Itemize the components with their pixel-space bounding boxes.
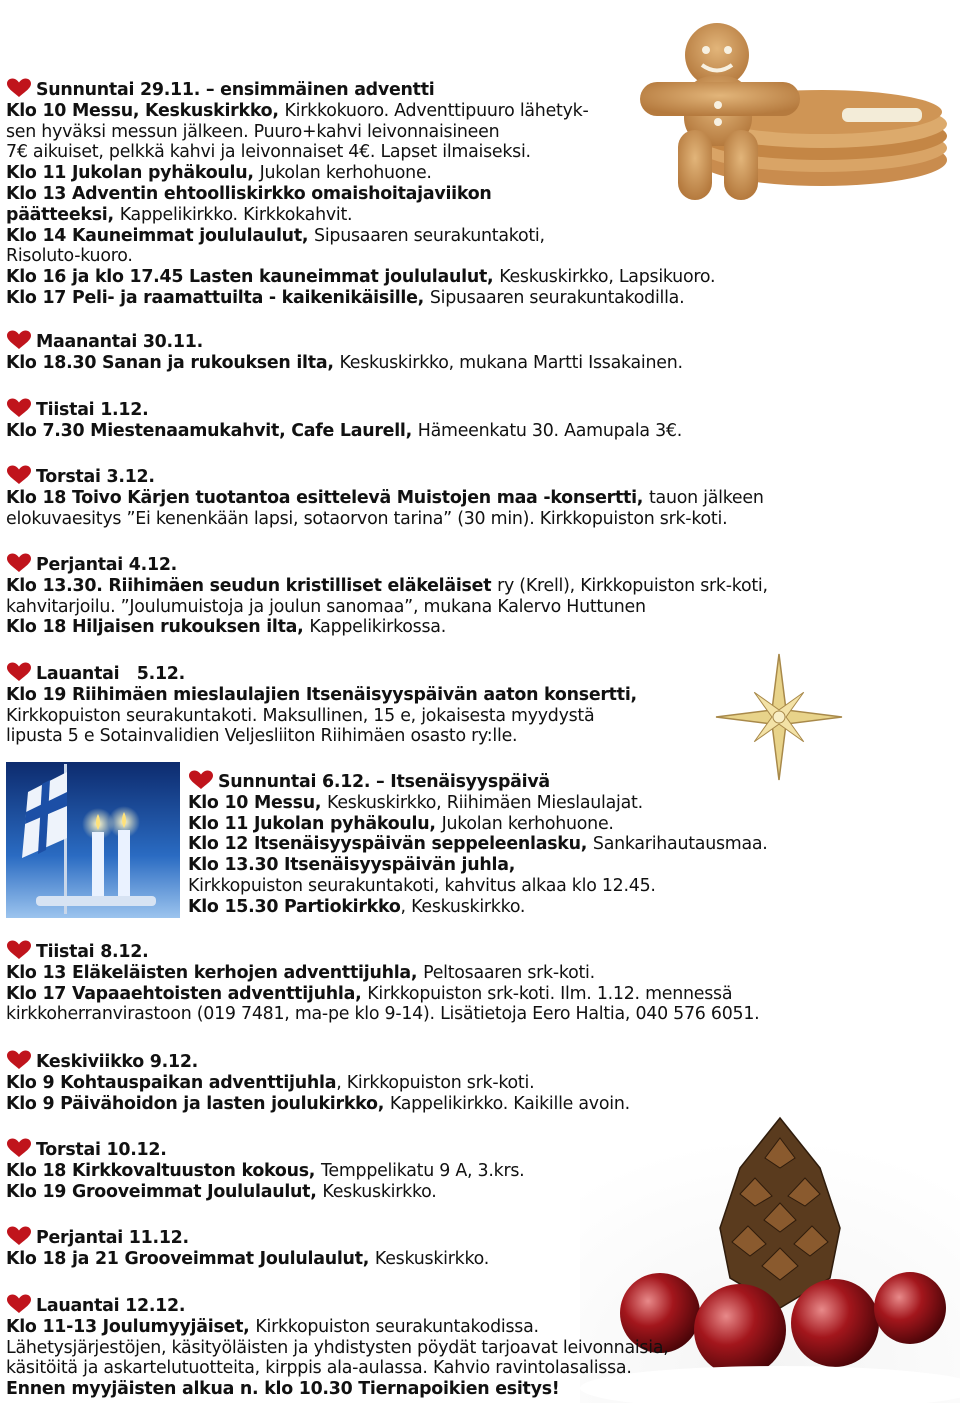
event-line: Klo 13 Eläkeläisten kerhojen adventtijuhla, Peltosaaren srk-koti. bbox=[6, 962, 595, 983]
heart-icon bbox=[6, 78, 32, 98]
event-day-block bbox=[6, 330, 683, 374]
heart-icon bbox=[6, 1226, 32, 1246]
event-line: 7€ aikuiset, pelkkä kahvi ja leivonnaiset 4€. Lapset ilmaiseksi. bbox=[6, 142, 531, 163]
event-line: Kirkkopuiston seurakuntakoti. Maksullinen, 15 e, jokaisesta myydystä bbox=[6, 705, 595, 726]
event-line: Klo 7.30 Miestenaamukahvit, Cafe Laurell, Hämeenkatu 30. Aamupala 3€. bbox=[6, 420, 683, 441]
event-line: Klo 13.30. Riihimäen seudun kristilliset eläkeläiset ry (Krell), Kirkkopuiston srk-koti, bbox=[6, 575, 768, 596]
heart-icon bbox=[6, 1294, 32, 1314]
heart-icon bbox=[188, 770, 214, 790]
event-line: Lähetysjärjestöjen, käsityöläisten ja yhdistysten pöydät tarjoavat leivonnaisia, bbox=[6, 1337, 669, 1358]
day-heading: Sunnuntai 6.12. – Itsenäisyyspäivä bbox=[188, 770, 768, 793]
event-day-block bbox=[6, 940, 759, 1025]
event-line: elokuvaesitys ”Ei kenenkään lapsi, sotaorvon tarina” (30 min). Kirkkopuiston srk-koti. bbox=[6, 508, 728, 529]
event-line: Klo 12 Itsenäisyyspäivän seppeleenlasku, Sankarihautausmaa. bbox=[188, 834, 768, 855]
event-line: Klo 18.30 Sanan ja rukouksen ilta, Keskuskirkko, mukana Martti Issakainen. bbox=[6, 352, 683, 373]
heart-icon bbox=[6, 1050, 32, 1070]
star-ornament-image bbox=[714, 652, 844, 782]
heart-icon bbox=[6, 940, 32, 960]
event-day-block bbox=[188, 770, 768, 918]
event-line: käsitöitä ja askartelutuotteita, kirppis ala-aulassa. Kahvio ravintolasalissa. bbox=[6, 1358, 632, 1379]
event-line: Klo 19 Riihimäen mieslaulajien Itsenäisyyspäivän aaton konsertti, bbox=[6, 684, 637, 705]
event-line: Klo 18 Hiljaisen rukouksen ilta, Kappelikirkossa. bbox=[6, 617, 446, 638]
day-heading: Sunnuntai 29.11. – ensimmäinen adventti bbox=[6, 78, 715, 101]
event-line: lipusta 5 e Sotainvalidien Veljesliiton Riihimäen osasto ry:lle. bbox=[6, 726, 518, 747]
day-heading: Tiistai 1.12. bbox=[6, 398, 682, 421]
heart-icon bbox=[6, 398, 32, 418]
event-day-block bbox=[6, 662, 637, 747]
event-line: Klo 14 Kauneimmat joululaulut, Sipusaaren seurakuntakoti, bbox=[6, 225, 545, 246]
event-line: päätteeksi, Kappelikirkko. Kirkkokahvit. bbox=[6, 204, 353, 225]
event-line: Klo 16 ja klo 17.45 Lasten kauneimmat joululaulut, Keskuskirkko, Lapsikuoro. bbox=[6, 267, 716, 288]
event-line: Klo 17 Vapaaehtoisten adventtijuhla, Kirkkopuiston srk-koti. Ilm. 1.12. mennessä bbox=[6, 983, 733, 1004]
event-day-block bbox=[6, 398, 682, 442]
event-line: kirkkoherranvirastoon (019 7481, ma-pe klo 9-14). Lisätietoja Eero Haltia, 040 576 6051. bbox=[6, 1004, 760, 1025]
heart-icon bbox=[6, 662, 32, 682]
event-line: Klo 19 Grooveimmat Joululaulut, Keskuskirkko. bbox=[6, 1181, 437, 1202]
event-day-block bbox=[6, 1294, 669, 1400]
day-heading: Tiistai 8.12. bbox=[6, 940, 759, 963]
event-line: Klo 18 Toivo Kärjen tuotantoa esittelevä Muistojen maa -konsertti, tauon jälkeen bbox=[6, 487, 764, 508]
event-line: Klo 13.30 Itsenäisyyspäivän juhla, bbox=[188, 855, 516, 876]
event-day-block bbox=[6, 553, 768, 638]
heart-icon bbox=[6, 1138, 32, 1158]
event-line: Klo 11 Jukolan pyhäkoulu, Jukolan kerhohuone. bbox=[6, 163, 432, 184]
day-heading: Torstai 10.12. bbox=[6, 1138, 524, 1161]
event-line: Kirkkopuiston seurakuntakoti, kahvitus alkaa klo 12.45. bbox=[188, 875, 656, 896]
event-line: Klo 9 Päivähoidon ja lasten joulukirkko, Kappelikirkko. Kaikille avoin. bbox=[6, 1093, 630, 1114]
event-line: sen hyväksi messun jälkeen. Puuro+kahvi leivonnaisineen bbox=[6, 121, 500, 142]
heart-icon bbox=[6, 553, 32, 573]
day-heading: Maanantai 30.11. bbox=[6, 330, 683, 353]
day-heading: Lauantai 12.12. bbox=[6, 1294, 669, 1317]
event-day-block bbox=[6, 78, 715, 309]
event-day-block bbox=[6, 1226, 489, 1270]
event-line: Klo 11 Jukolan pyhäkoulu, Jukolan kerhohuone. bbox=[188, 813, 614, 834]
event-line: Klo 10 Messu, Keskuskirkko, Kirkkokuoro. Adventtipuuro lähetyk- bbox=[6, 100, 589, 121]
event-day-block bbox=[6, 1050, 630, 1114]
event-line: kahvitarjoilu. ”Joulumuistoja ja joulun sanomaa”, mukana Kalervo Huttunen bbox=[6, 596, 646, 617]
event-line: Klo 18 ja 21 Grooveimmat Joululaulut, Keskuskirkko. bbox=[6, 1248, 490, 1269]
heart-icon bbox=[6, 330, 32, 350]
event-line: Klo 13 Adventin ehtoolliskirkko omaishoitajaviikon bbox=[6, 183, 492, 204]
event-line: Klo 17 Peli- ja raamattuilta - kaikenikäisille, Sipusaaren seurakuntakodilla. bbox=[6, 287, 685, 308]
day-heading: Torstai 3.12. bbox=[6, 465, 764, 488]
event-line: Klo 18 Kirkkovaltuuston kokous, Temppelikatu 9 A, 3.krs. bbox=[6, 1160, 525, 1181]
day-heading: Perjantai 4.12. bbox=[6, 553, 768, 576]
day-heading: Perjantai 11.12. bbox=[6, 1226, 489, 1249]
candles-and-flag-image bbox=[6, 762, 180, 918]
event-line: Klo 9 Kohtauspaikan adventtijuhla, Kirkkopuiston srk-koti. bbox=[6, 1072, 535, 1093]
day-heading: Keskiviikko 9.12. bbox=[6, 1050, 630, 1073]
heart-icon bbox=[6, 465, 32, 485]
day-heading: Lauantai 5.12. bbox=[6, 662, 637, 685]
event-line: Risoluto-kuoro. bbox=[6, 246, 133, 267]
event-line: Ennen myyjäisten alkua n. klo 10.30 Tiernapoikien esitys! bbox=[6, 1379, 560, 1400]
event-line: Klo 10 Messu, Keskuskirkko, Riihimäen Mieslaulajat. bbox=[188, 792, 643, 813]
event-day-block bbox=[6, 465, 764, 529]
event-line: Klo 15.30 Partiokirkko, Keskuskirkko. bbox=[188, 896, 526, 917]
event-day-block bbox=[6, 1138, 524, 1202]
event-line: Klo 11-13 Joulumyyjäiset, Kirkkopuiston seurakuntakodissa. bbox=[6, 1316, 539, 1337]
